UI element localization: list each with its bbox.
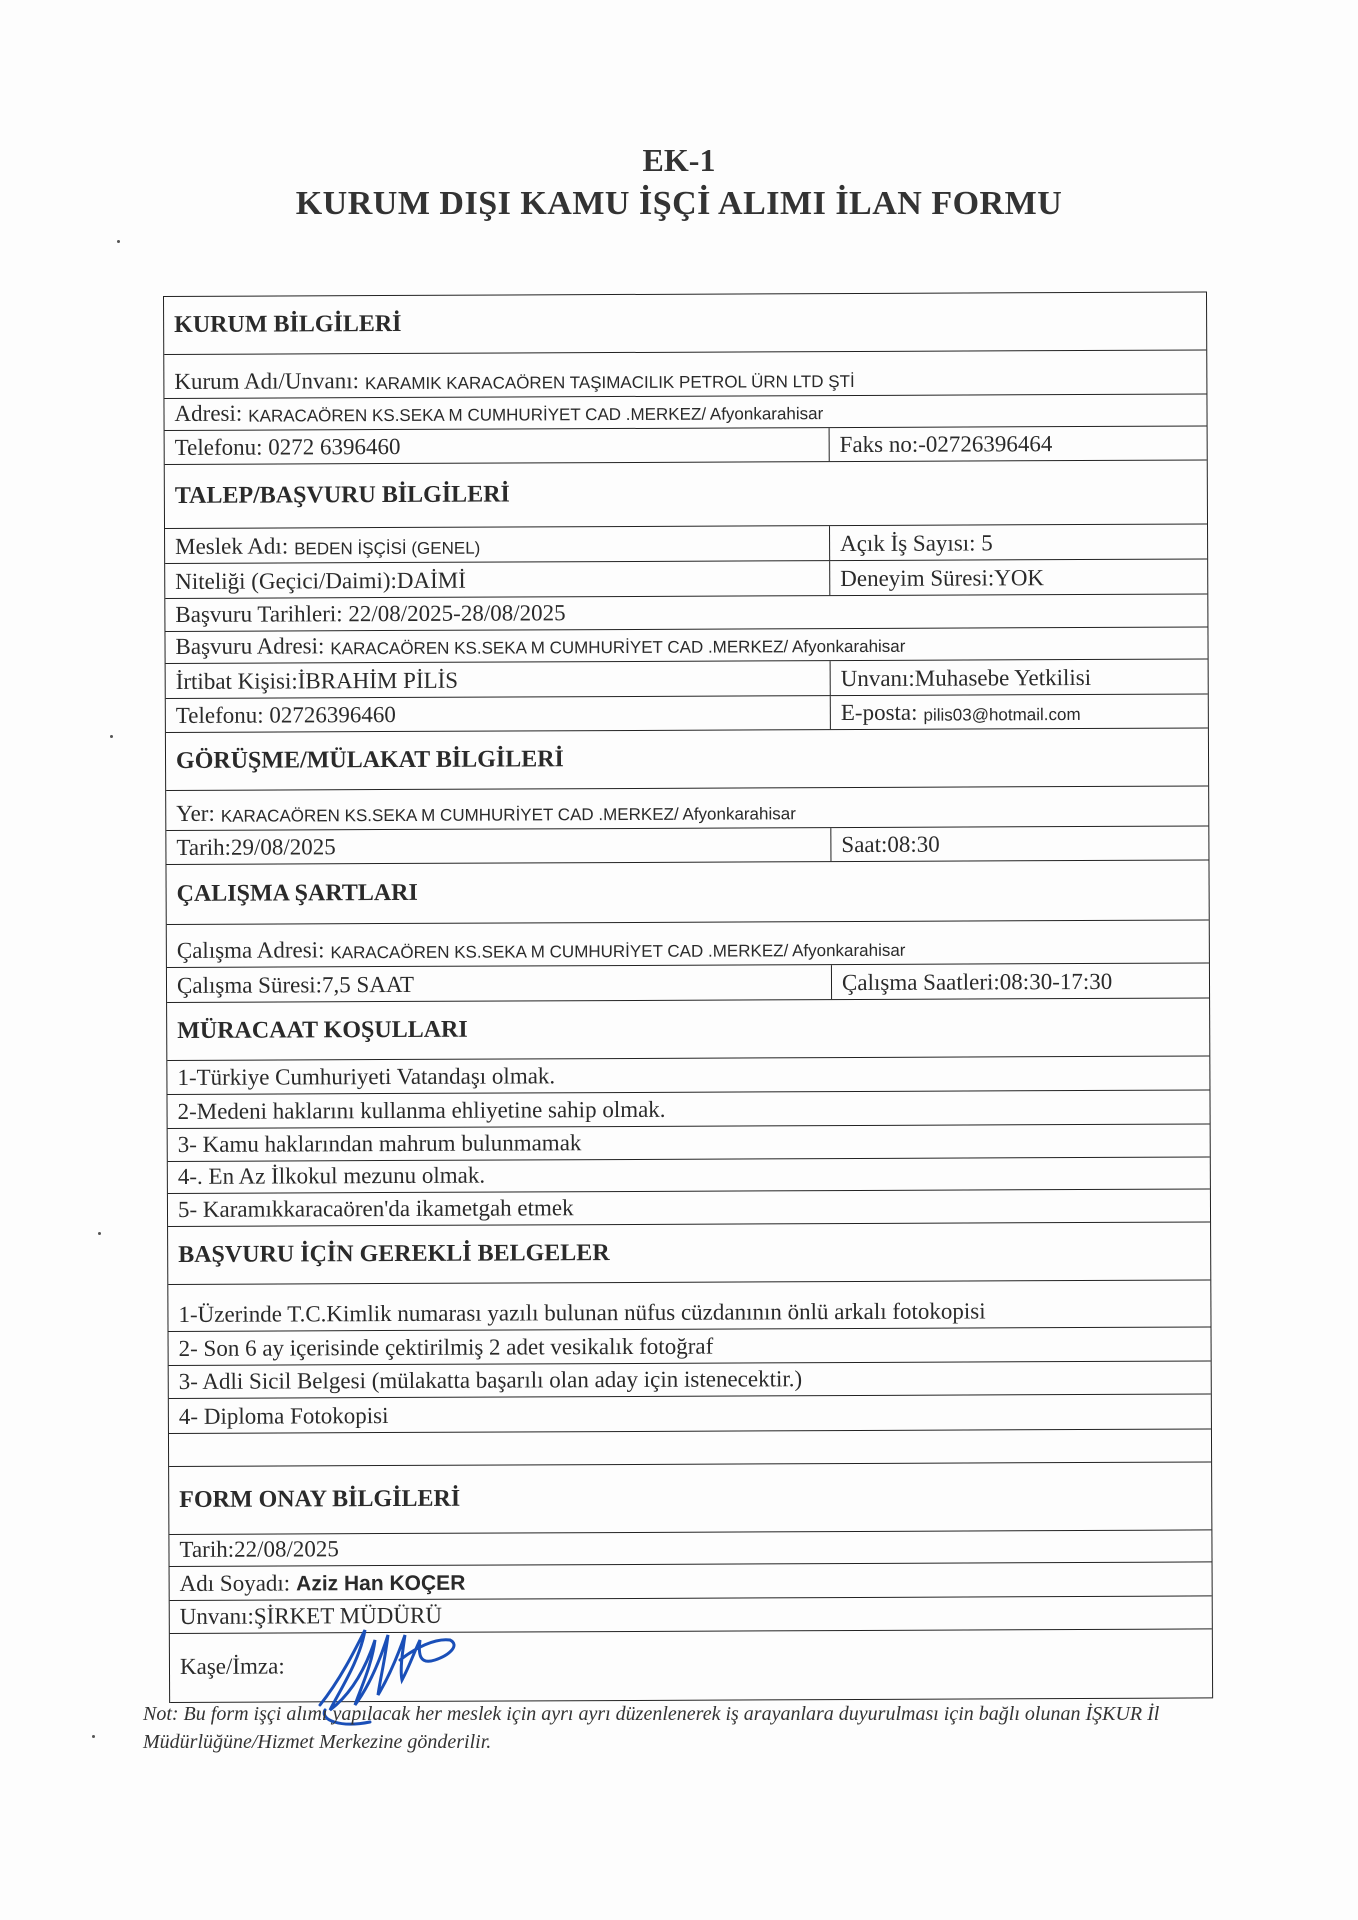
application-form — [163, 291, 1213, 1703]
section-header-calisma — [166, 860, 1208, 925]
value: KARACAÖREN KS.SEKA M CUMHURİYET CAD .MERKEZ/ Afyonkarahisar — [330, 636, 906, 659]
value: KARACAÖREN KS.SEKA M CUMHURİYET CAD .MERKEZ/ Afyonkarahisar — [248, 404, 824, 426]
section-header-kurum — [164, 292, 1206, 355]
experience: Deneyim Süresi:YOK — [840, 565, 1045, 592]
list-item — [169, 1361, 1211, 1399]
label: E-posta: — [840, 699, 918, 726]
empty-cell — [169, 1429, 1211, 1466]
condition-text: 4-. En Az İlkokul mezunu olmak. — [177, 1162, 486, 1189]
section-header-onay — [169, 1462, 1211, 1535]
condition-text: 2-Medeni haklarını kullanma ehliyetine sahip olmak. — [177, 1096, 666, 1124]
open-positions: Açık İş Sayısı: 5 — [840, 530, 993, 557]
approver-title: Unvanı:ŞİRKET MÜDÜRÜ — [179, 1602, 442, 1629]
stamp-signature-label: Kaşe/İmza: — [179, 1652, 285, 1679]
list-item — [168, 1189, 1210, 1227]
approval-date: Tarih:22/08/2025 — [179, 1536, 339, 1562]
value: Aziz Han KOÇER — [296, 1571, 466, 1596]
section-title: BAŞVURU İÇİN GEREKLİ BELGELER — [178, 1240, 610, 1268]
value: KARACAÖREN KS.SEKA M CUMHURİYET CAD .MERKEZ/ Afyonkarahisar — [330, 940, 906, 963]
label: Meslek Adı: — [175, 533, 289, 559]
section-title: GÖRÜŞME/MÜLAKAT BİLGİLERİ — [175, 746, 564, 774]
contact-phone: Telefonu: 02726396460 — [166, 696, 831, 732]
row-basvuru-adresi — [165, 627, 1207, 664]
row-meslek — [165, 524, 1207, 564]
section-header-belgeler — [168, 1222, 1210, 1285]
work-duration: Çalışma Süresi:7,5 SAAT — [167, 965, 832, 1002]
section-header-talep — [165, 460, 1207, 529]
interview-date: Tarih:29/08/2025 — [166, 828, 831, 864]
scan-speck — [92, 1735, 95, 1738]
value: KARACAÖREN KS.SEKA M CUMHURİYET CAD .MERKEZ/ Afyonkarahisar — [220, 804, 796, 826]
condition-text: 1-Türkiye Cumhuriyeti Vatandaşı olmak. — [177, 1063, 556, 1090]
label: Kurum Adı/Unvanı: — [174, 368, 360, 394]
section-title: MÜRACAAT KOŞULLARI — [177, 1016, 468, 1044]
row-kurum-adi — [164, 350, 1206, 399]
section-title: ÇALIŞMA ŞARTLARI — [176, 879, 418, 907]
fax: Faks no:-02726396464 — [839, 431, 1053, 458]
row-onay-tarih — [169, 1530, 1211, 1567]
row-ad-soyad — [170, 1562, 1212, 1601]
list-item — [168, 1157, 1210, 1194]
contact-person: İrtibat Kişisi:İBRAHİM PİLİS — [166, 661, 831, 698]
footnote: Not: Bu form işçi alımı yapılacak her meslek için ayrı ayrı düzenlenerek iş arayanlara duyurulması için bağlı olunan İŞKUR İl Müdürlüğüne/Hizmet Merkezine gönderilir. — [143, 1703, 1160, 1753]
document-text: 1-Üzerinde T.C.Kimlik numarası yazılı bulunan nüfus cüzdanının önlü arkalı fotokopisi — [178, 1298, 986, 1327]
document-text: 3- Adli Sicil Belgesi (mülakatta başarılı olan aday için istenecektir.) — [178, 1366, 803, 1394]
row-adres — [164, 394, 1206, 431]
list-item — [169, 1327, 1211, 1366]
application-dates: Başvuru Tarihleri: 22/08/2025-28/08/2025 — [175, 600, 566, 627]
label: Adı Soyadı: — [179, 1570, 291, 1596]
list-item — [168, 1280, 1210, 1332]
scan-speck — [98, 1232, 101, 1235]
condition-text: 3- Kamu haklarından mahrum bulunmamak — [177, 1130, 582, 1157]
value: KARAMIK KARACAÖREN TAŞIMACILIK PETROL ÜRN LTD ŞTİ — [364, 371, 855, 394]
document-text: 4- Diploma Fotokopisi — [178, 1403, 389, 1429]
row-telefon-eposta — [166, 694, 1208, 733]
row-nitelik — [165, 559, 1207, 599]
list-item — [167, 1056, 1209, 1095]
label: Yer: — [176, 800, 215, 826]
row-telefon-faks — [165, 426, 1207, 465]
section-title: FORM ONAY BİLGİLERİ — [179, 1485, 461, 1513]
form-title: KURUM DIŞI KAMU İŞÇİ ALIMI İLAN FORMU — [295, 185, 1063, 222]
interview-time: Saat:08:30 — [841, 831, 940, 858]
row-yer — [166, 786, 1208, 831]
row-tarihler — [165, 594, 1207, 632]
document-text: 2- Son 6 ay içerisinde çektirilmiş 2 adet vesikalık fotoğraf — [178, 1333, 714, 1361]
empty-row — [169, 1429, 1211, 1467]
list-item — [167, 1090, 1209, 1129]
label: Adresi: — [174, 400, 243, 426]
label: Başvuru Adresi: — [175, 633, 325, 659]
row-tarih-saat — [166, 826, 1208, 865]
contact-title: Unvanı:Muhasebe Yetkilisi — [840, 664, 1092, 692]
form-code: EK-1 — [642, 142, 716, 178]
section-title: TALEP/BAŞVURU BİLGİLERİ — [174, 481, 510, 509]
email[interactable]: pilis03@hotmail.com — [923, 705, 1081, 725]
nature: Niteliği (Geçici/Daimi):DAİMİ — [165, 561, 830, 598]
phone: Telefonu: 0272 6396460 — [165, 428, 830, 464]
work-hours: Çalışma Saatleri:08:30-17:30 — [841, 968, 1113, 996]
section-header-gorusme — [166, 728, 1208, 791]
section-header-muracaat — [167, 998, 1209, 1061]
condition-text: 5- Karamıkkaracaören'da ikametgah etmek — [177, 1195, 574, 1222]
list-item — [168, 1124, 1210, 1162]
scan-speck — [117, 240, 120, 243]
row-calisma-adresi — [167, 920, 1209, 968]
scan-speck — [110, 735, 113, 738]
value: BEDEN İŞÇİSİ (GENEL) — [294, 538, 481, 559]
row-calisma-sure — [167, 963, 1209, 1003]
row-irtibat — [166, 659, 1208, 699]
label: Çalışma Adresi: — [176, 937, 325, 963]
section-title: KURUM BİLGİLERİ — [174, 310, 402, 338]
list-item — [169, 1394, 1211, 1434]
